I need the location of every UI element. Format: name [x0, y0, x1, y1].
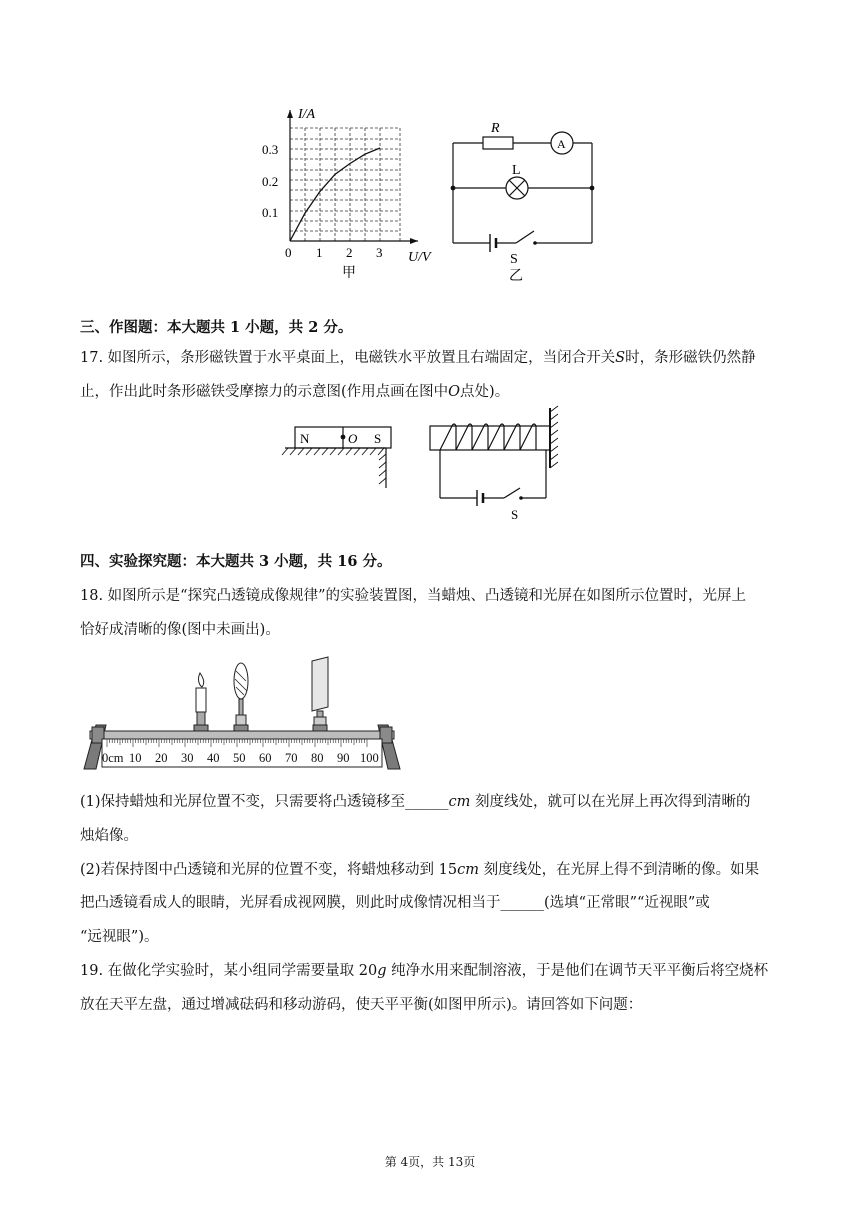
section-3-heading: 三、作图题：本大题共 1 小题，共 2 分。	[80, 319, 353, 336]
q18-2-unit: cm	[457, 862, 479, 878]
switch-lever	[516, 231, 534, 243]
scale-label: 0cm	[102, 751, 124, 765]
q19-line-2: 放在天平左盘，通过增减砝码和移动游码，使天平平衡(如图甲所示)。请回答如下问题：	[80, 997, 643, 1013]
scale-label: 100	[360, 751, 379, 765]
table-hatching	[282, 448, 384, 455]
q17-text: 点处)。	[460, 384, 510, 400]
q18-line-2: 恰好成清晰的像(图中未画出)。	[80, 622, 280, 638]
q19-text: 纯净水用来配制溶液，于是他们在调节天平平衡后将空烧杯	[386, 963, 769, 979]
iu-graph-figure	[258, 100, 431, 285]
scale-label: 70	[285, 751, 298, 765]
point-o-dot	[341, 435, 346, 440]
scale-label: 40	[207, 751, 220, 765]
junction-dot	[451, 186, 456, 191]
coil-windings	[440, 424, 536, 450]
x-tick-label: 1	[316, 245, 323, 260]
candle-flame	[199, 673, 204, 687]
x-tick-label: 2	[346, 245, 353, 260]
magnet-figure	[280, 402, 580, 524]
y-tick-label: 0.3	[262, 142, 279, 157]
scale-label: 20	[155, 751, 168, 765]
ammeter-label: A	[557, 137, 566, 151]
q17-text: 止，作出此时条形磁铁受摩擦力的示意图(作用点画在图中	[80, 384, 449, 400]
q17-line-2	[80, 382, 509, 402]
y-axis-arrow	[287, 110, 293, 118]
y-axis-label: I/A	[298, 107, 316, 122]
scale-label: 30	[181, 751, 194, 765]
circuit-figure	[440, 110, 610, 285]
q18-2-text: 刻度线处，在光屏上得不到清晰的像。如果	[478, 862, 760, 878]
x-axis-arrow	[410, 238, 418, 244]
magnet-s-label: S	[374, 431, 382, 446]
q18-2-line-2: 把凸透镜看成人的眼睛，光屏看成视网膜，则此时成像情况相当于______(选填“正常眼”“近视眼”或	[80, 895, 710, 911]
section-4-heading: 四、实验探究题：本大题共 3 小题，共 16 分。	[80, 553, 392, 570]
scale-label: 90	[337, 751, 350, 765]
q18-2-text: (2)若保持图中凸透镜和光屏的位置不变，将蜡烛移动到 15	[80, 862, 458, 878]
x-tick-label: 3	[376, 245, 383, 260]
bench-rail	[90, 731, 394, 739]
q17-switch-symbol: S	[615, 350, 626, 366]
resistor-symbol	[483, 137, 513, 149]
junction-dot	[590, 186, 595, 191]
graph-grid	[290, 128, 400, 241]
q18-1-text: (1)保持蜡烛和光屏位置不变，只需要将凸透镜移至______	[80, 794, 449, 810]
switch-label: S	[511, 507, 519, 522]
switch-contact	[533, 241, 537, 245]
q18-1-line-1	[80, 792, 751, 812]
switch-lever	[504, 488, 520, 498]
candle	[194, 673, 208, 731]
light-screen	[312, 657, 328, 731]
y-tick-label: 0.1	[262, 205, 279, 220]
q17-text: 时，条形磁铁仍然静	[625, 350, 756, 366]
q17-point-symbol: O	[448, 384, 461, 400]
candle-body	[196, 688, 206, 712]
x-axis-label: U/V	[408, 250, 431, 265]
scale-label: 50	[233, 751, 246, 765]
q18-line-1: 18. 如图所示是“探究凸透镜成像规律”的实验装置图，当蜡烛、凸透镜和光屏在如图所示位置时，光屏上	[80, 588, 746, 604]
figure-caption-jia: 甲	[342, 266, 356, 281]
q18-1-text: 刻度线处，就可以在光屏上再次得到清晰的	[470, 794, 751, 810]
switch-label: S	[510, 252, 518, 267]
figure-caption-yi: 乙	[509, 269, 523, 284]
q19-text: 19. 在做化学实验时，某小组同学需要量取 20	[80, 963, 378, 979]
q19-line-1	[80, 961, 768, 981]
resistor-label: R	[491, 121, 500, 136]
q18-2-line-1	[80, 860, 759, 880]
switch-contact	[519, 496, 523, 500]
q17-line-1	[80, 348, 756, 368]
magnet-n-label: N	[300, 431, 310, 446]
scale-label: 80	[311, 751, 324, 765]
q17-text: 17. 如图所示，条形磁铁置于水平桌面上，电磁铁水平放置且右端固定，当闭合开关	[80, 350, 616, 366]
q19-unit: g	[377, 963, 387, 979]
q18-2-line-3: “远视眼”)。	[80, 929, 159, 945]
wall-hatching	[550, 406, 558, 468]
magnet-o-label: O	[348, 431, 358, 446]
x-tick-label: 0	[285, 245, 292, 260]
optical-bench-figure	[78, 655, 408, 775]
scale-label: 10	[129, 751, 142, 765]
scale-label: 60	[259, 751, 272, 765]
y-tick-label: 0.2	[262, 174, 279, 189]
q18-1-line-2: 烛焰像。	[80, 828, 138, 844]
lamp-label: L	[512, 163, 521, 178]
page-footer: 第 4页，共 13页	[384, 1155, 476, 1169]
q18-1-unit: cm	[448, 794, 471, 810]
convex-lens	[234, 663, 248, 731]
